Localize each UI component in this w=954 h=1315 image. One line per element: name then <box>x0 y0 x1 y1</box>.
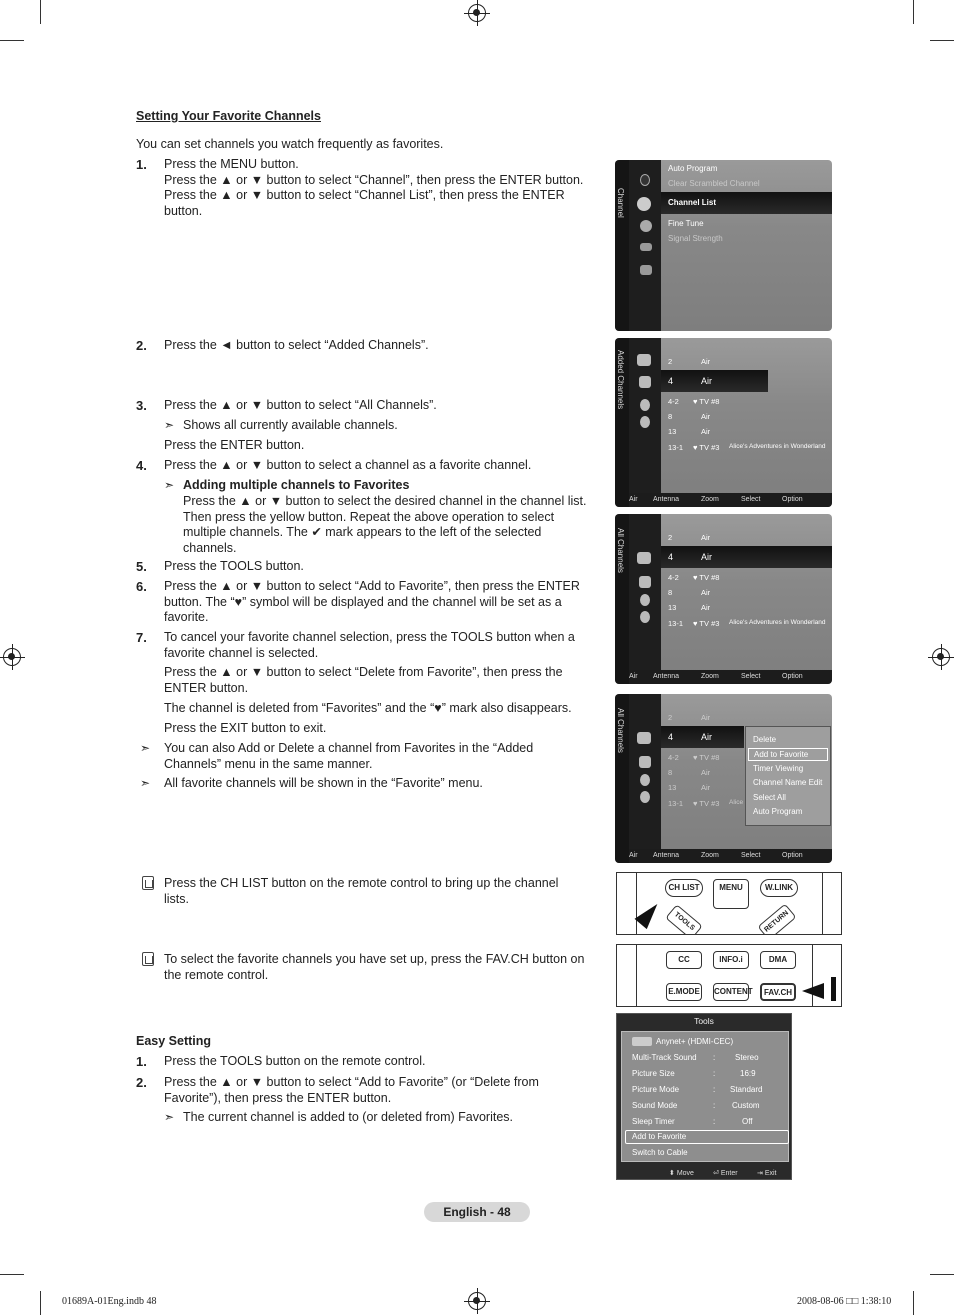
exit-label: Exit <box>764 1170 777 1177</box>
step-number: 5. <box>136 559 147 574</box>
separator: : <box>713 1117 716 1126</box>
step-1 <box>164 157 594 219</box>
picture-menu-icon[interactable] <box>640 174 650 186</box>
programmed-icon[interactable] <box>640 791 650 803</box>
crop-mark <box>930 1274 954 1275</box>
channel-name: ♥ TV #8 <box>693 573 720 582</box>
menu-icon-column <box>629 514 661 670</box>
channel-number[interactable]: 13-1 <box>668 619 684 628</box>
favorite-heart-icon[interactable] <box>640 594 650 606</box>
note-icon <box>142 952 154 966</box>
tools-value: Stereo <box>735 1053 759 1062</box>
note-text: Press the CH LIST button on the remote control to bring up the channel lists. <box>164 876 559 906</box>
channel-number[interactable]: 4-2 <box>668 397 679 406</box>
easy-step-2: Press the ▲ or ▼ button to select “Add to Favorite” (or “Delete from Favorite”), then press the ENTER button. <box>164 1075 539 1105</box>
intro-text: You can set channels you watch frequently as favorites. <box>136 137 444 151</box>
footer-zoom[interactable]: Zoom <box>701 852 719 859</box>
w-link-button[interactable]: W.LINK <box>760 879 798 897</box>
channel-number[interactable]: 4 <box>668 376 674 386</box>
remote-edge <box>629 872 637 935</box>
registration-mark-icon <box>468 1292 486 1310</box>
exit-hint: ⇥ Exit <box>757 1170 777 1177</box>
favorite-heart-icon[interactable] <box>640 774 650 786</box>
menu-item[interactable]: Signal Strength <box>668 234 723 243</box>
tools-popup-screen <box>615 694 832 863</box>
added-channels-icon[interactable] <box>639 376 651 388</box>
cc-button[interactable]: CC <box>666 951 702 969</box>
footer-select[interactable]: Select <box>741 496 761 503</box>
favorite-heart-icon[interactable] <box>640 399 650 411</box>
popup-item[interactable]: Channel Name Edit <box>753 778 823 787</box>
channel-number[interactable]: 2 <box>668 533 673 542</box>
remote-fav-ch-illustration <box>616 944 842 1007</box>
crop-mark <box>0 1274 24 1275</box>
content-button[interactable]: CONTENT <box>713 983 749 1001</box>
channel-number[interactable]: 4-2 <box>668 753 679 762</box>
separator: : <box>713 1085 716 1094</box>
crop-mark <box>913 0 914 24</box>
menu-side-label: Added Channels <box>616 350 625 410</box>
pointer-arrow-icon <box>635 899 664 929</box>
crop-mark <box>40 0 41 24</box>
channel-number[interactable]: 2 <box>668 713 673 722</box>
tip: You can also Add or Delete a channel from Favorites in the “Added Channels” menu in the same manner. <box>164 741 534 771</box>
step-number: 4. <box>136 458 147 473</box>
footer-zoom[interactable]: Zoom <box>701 673 719 680</box>
channel-air: Air <box>701 427 711 436</box>
note-icon <box>142 876 154 890</box>
channel-number[interactable]: 13-1 <box>668 799 684 808</box>
remote-ch-list-illustration <box>616 872 842 935</box>
row-selection-bar <box>661 546 832 568</box>
menu-side-label: All Channels <box>616 528 625 573</box>
note-arrow-icon: ➣ <box>164 418 175 432</box>
note-text: To select the favorite channels you have set up, press the FAV.CH button on the remote control. <box>164 952 585 982</box>
note-arrow-icon: ➣ <box>164 1110 175 1124</box>
screen-footer <box>629 493 832 507</box>
application-icon[interactable] <box>640 265 652 275</box>
tools-value: 16:9 <box>740 1069 756 1078</box>
step-7-more: The channel is deleted from “Favorites” and the “♥” mark also disappears. <box>164 701 572 715</box>
step-number: 3. <box>136 398 147 413</box>
channel-air: Air <box>701 603 711 612</box>
tools-item[interactable]: Picture Size <box>632 1069 675 1078</box>
step-number: 2. <box>136 1075 147 1090</box>
menu-item-selected[interactable]: Channel List <box>668 198 717 207</box>
channel-name: ♥ TV #8 <box>693 753 720 762</box>
program-title: Alice's Adventures in Wonderland <box>729 619 826 626</box>
footer-antenna[interactable]: Antenna <box>653 852 680 859</box>
program-title: Alice <box>729 799 744 806</box>
tools-value: Custom <box>732 1101 760 1110</box>
channel-number[interactable]: 2 <box>668 357 673 366</box>
channel-menu-screen <box>615 160 832 331</box>
tools-panel <box>621 1031 789 1162</box>
ch-list-button[interactable]: CH LIST <box>665 879 703 897</box>
footer-option[interactable]: Option <box>782 673 803 680</box>
channel-number[interactable]: 4-2 <box>668 573 679 582</box>
remote-edge <box>822 872 830 935</box>
popup-item[interactable]: Select All <box>753 793 786 802</box>
programmed-icon[interactable] <box>640 416 650 428</box>
step-5: Press the TOOLS button. <box>164 559 304 573</box>
pointer-bar <box>831 977 836 1001</box>
popup-item[interactable]: Timer Viewing <box>753 764 804 773</box>
step-4-note-body: Press the ▲ or ▼ button to select the desired channel in the channel list. Then press the yellow button. Repeat the above operation to select multiple channels. The ✔ mark appears to the left of the selected channels. <box>183 494 587 555</box>
tip: All favorite channels will be shown in the “Favorite” menu. <box>164 776 483 790</box>
menu-sidebar <box>615 160 629 331</box>
all-channels-icon[interactable] <box>637 354 651 366</box>
menu-side-label: All Channels <box>616 708 625 753</box>
registration-mark-icon <box>932 648 950 666</box>
anynet-logo-icon <box>632 1037 652 1046</box>
screen-footer <box>629 849 832 863</box>
setup-gear-icon[interactable] <box>640 220 652 232</box>
menu-icon-column <box>629 694 661 849</box>
footer-option[interactable]: Option <box>782 852 803 859</box>
separator: : <box>713 1101 716 1110</box>
footer-option[interactable]: Option <box>782 496 803 503</box>
channel-number[interactable]: 13 <box>668 427 677 436</box>
info-button[interactable]: INFO.i <box>713 951 749 969</box>
channel-air: Air <box>701 376 712 386</box>
registration-mark-icon <box>3 648 21 666</box>
dma-button[interactable]: DMA <box>760 951 796 969</box>
crop-mark <box>930 40 954 41</box>
remote-edge <box>629 944 637 1007</box>
return-button[interactable]: RETURN <box>757 904 796 935</box>
tools-item[interactable]: Multi-Track Sound <box>632 1053 697 1062</box>
channel-air: Air <box>701 533 711 542</box>
input-icon[interactable] <box>640 243 652 251</box>
screen-footer <box>629 670 832 684</box>
tools-item[interactable]: Sleep Timer <box>632 1117 675 1126</box>
step-number: 1. <box>136 157 147 172</box>
tools-item[interactable]: Switch to Cable <box>632 1148 688 1157</box>
channel-name: ♥ TV #3 <box>693 443 720 452</box>
crop-mark <box>913 1291 914 1315</box>
row-selection-bar <box>661 370 768 392</box>
step-4-note-title: Adding multiple channels to Favorites <box>183 478 410 492</box>
footer-zoom[interactable]: Zoom <box>701 496 719 503</box>
separator: : <box>713 1069 716 1078</box>
section-heading: Easy Setting <box>136 1034 212 1048</box>
print-timestamp: 2008-08-06 □□ 1:38:10 <box>797 1296 892 1307</box>
note-arrow-icon: ➣ <box>140 741 151 755</box>
registration-mark-icon <box>468 4 486 22</box>
channel-air: Air <box>701 412 711 421</box>
step-1-line: Press the ▲ or ▼ button to select “Channel”, then press the ENTER button. <box>164 172 584 187</box>
channel-number[interactable]: 4 <box>668 552 674 562</box>
added-channels-icon[interactable] <box>639 576 651 588</box>
move-label: Move <box>676 1170 694 1177</box>
enter-hint: ⏎ Enter <box>713 1170 738 1177</box>
step-number: 7. <box>136 630 147 645</box>
channel-air: Air <box>701 552 712 562</box>
channel-air: Air <box>701 783 711 792</box>
channel-air: Air <box>701 357 711 366</box>
footer-label: Air <box>629 852 638 859</box>
step-2: Press the ◄ button to select “Added Channels”. <box>164 338 429 352</box>
section-heading: Setting Your Favorite Channels <box>136 109 321 123</box>
menu-side-label: Channel <box>616 188 625 218</box>
step-1-line: Press the MENU button. <box>164 157 299 171</box>
footer-antenna[interactable]: Antenna <box>653 496 680 503</box>
channel-number[interactable]: 8 <box>668 412 673 421</box>
note-arrow-icon: ➣ <box>164 478 175 492</box>
menu-button[interactable]: MENU <box>713 879 749 909</box>
step-4: Press the ▲ or ▼ button to select a channel as a favorite channel. <box>164 458 532 472</box>
tools-item[interactable]: Sound Mode <box>632 1101 678 1110</box>
pointer-arrow-icon <box>802 983 824 999</box>
tools-value: Off <box>742 1117 753 1126</box>
tools-item-anynet[interactable]: Anynet+ (HDMI-CEC) <box>656 1037 734 1046</box>
menu-item[interactable]: Auto Program <box>668 164 718 173</box>
channel-number[interactable]: 13 <box>668 783 677 792</box>
popup-item-selected[interactable]: Add to Favorite <box>748 748 828 761</box>
footer-label: Air <box>629 496 638 503</box>
popup-item[interactable]: Auto Program <box>753 807 803 816</box>
enter-label: Enter <box>720 1170 738 1177</box>
step-3: Press the ▲ or ▼ button to select “All Channels”. <box>164 398 437 412</box>
page-number-label: English - 48 <box>424 1202 530 1222</box>
all-channels-icon[interactable] <box>637 552 651 564</box>
channel-number[interactable]: 8 <box>668 768 673 777</box>
added-channels-icon[interactable] <box>639 756 651 768</box>
crop-mark <box>0 40 24 41</box>
channel-air: Air <box>701 732 712 742</box>
print-file-name: 01689A-01Eng.indb 48 <box>62 1296 157 1307</box>
channel-number[interactable]: 4 <box>668 732 674 742</box>
footer-label: Air <box>629 673 638 680</box>
channel-name: ♥ TV #3 <box>693 799 720 808</box>
all-channels-screen <box>615 514 832 684</box>
tools-menu-screen <box>616 1013 792 1180</box>
menu-item[interactable]: Clear Scrambled Channel <box>668 179 760 188</box>
step-7: To cancel your favorite channel selection, press the TOOLS button when a favorite channel is selected. <box>164 630 575 660</box>
crop-mark <box>40 1291 41 1315</box>
tools-popup-menu <box>745 726 831 826</box>
step-7-more: Press the EXIT button to exit. <box>164 721 327 735</box>
program-title: Alice's Adventures in Wonderland <box>729 443 826 450</box>
channel-menu-icon[interactable] <box>637 197 651 211</box>
all-channels-icon[interactable] <box>637 732 651 744</box>
step-7-more: Press the ▲ or ▼ button to select “Delete from Favorite”, then press the ENTER button. <box>164 665 563 695</box>
channel-number[interactable]: 8 <box>668 588 673 597</box>
tools-item[interactable]: Picture Mode <box>632 1085 680 1094</box>
step-6: Press the ▲ or ▼ button to select “Add to Favorite”, then press the ENTER button. The “♥” symbol will be displayed and the channel will be set as a favorite. <box>164 579 580 624</box>
popup-item[interactable]: Delete <box>753 735 777 744</box>
easy-tip: The current channel is added to (or deleted from) Favorites. <box>183 1110 514 1124</box>
step-1-line: Press the ▲ or ▼ button to select “Channel List”, then press the ENTER button. <box>164 188 565 218</box>
footer-antenna[interactable]: Antenna <box>653 673 680 680</box>
footer-select[interactable]: Select <box>741 673 761 680</box>
tools-value: Standard <box>730 1085 763 1094</box>
tools-item-selected[interactable]: Add to Favorite <box>632 1132 687 1141</box>
note-arrow-icon: ➣ <box>140 776 151 790</box>
footer-select[interactable]: Select <box>741 852 761 859</box>
step-3-after: Press the ENTER button. <box>164 438 305 452</box>
step-number: 6. <box>136 579 147 594</box>
move-hint: ⬍ Move <box>669 1170 694 1177</box>
channel-name: ♥ TV #3 <box>693 619 720 628</box>
step-number: 2. <box>136 338 147 353</box>
channel-number[interactable]: 13 <box>668 603 677 612</box>
step-number: 1. <box>136 1054 147 1069</box>
channel-air: Air <box>701 588 711 597</box>
easy-step-1: Press the TOOLS button on the remote control. <box>164 1054 426 1068</box>
channel-air: Air <box>701 768 711 777</box>
fav-ch-button[interactable]: FAV.CH <box>760 983 796 1001</box>
tools-title: Tools <box>694 1016 714 1026</box>
channel-number[interactable]: 13-1 <box>668 443 684 452</box>
channel-name: ♥ TV #8 <box>693 397 720 406</box>
channel-air: Air <box>701 713 711 722</box>
tools-button[interactable]: TOOLS <box>665 904 703 935</box>
menu-item[interactable]: Fine Tune <box>668 219 704 228</box>
programmed-icon[interactable] <box>640 611 650 623</box>
added-channels-screen <box>615 338 832 507</box>
step-3-note: Shows all currently available channels. <box>183 418 398 432</box>
separator: : <box>713 1053 716 1062</box>
e-mode-button[interactable]: E.MODE <box>666 983 702 1001</box>
